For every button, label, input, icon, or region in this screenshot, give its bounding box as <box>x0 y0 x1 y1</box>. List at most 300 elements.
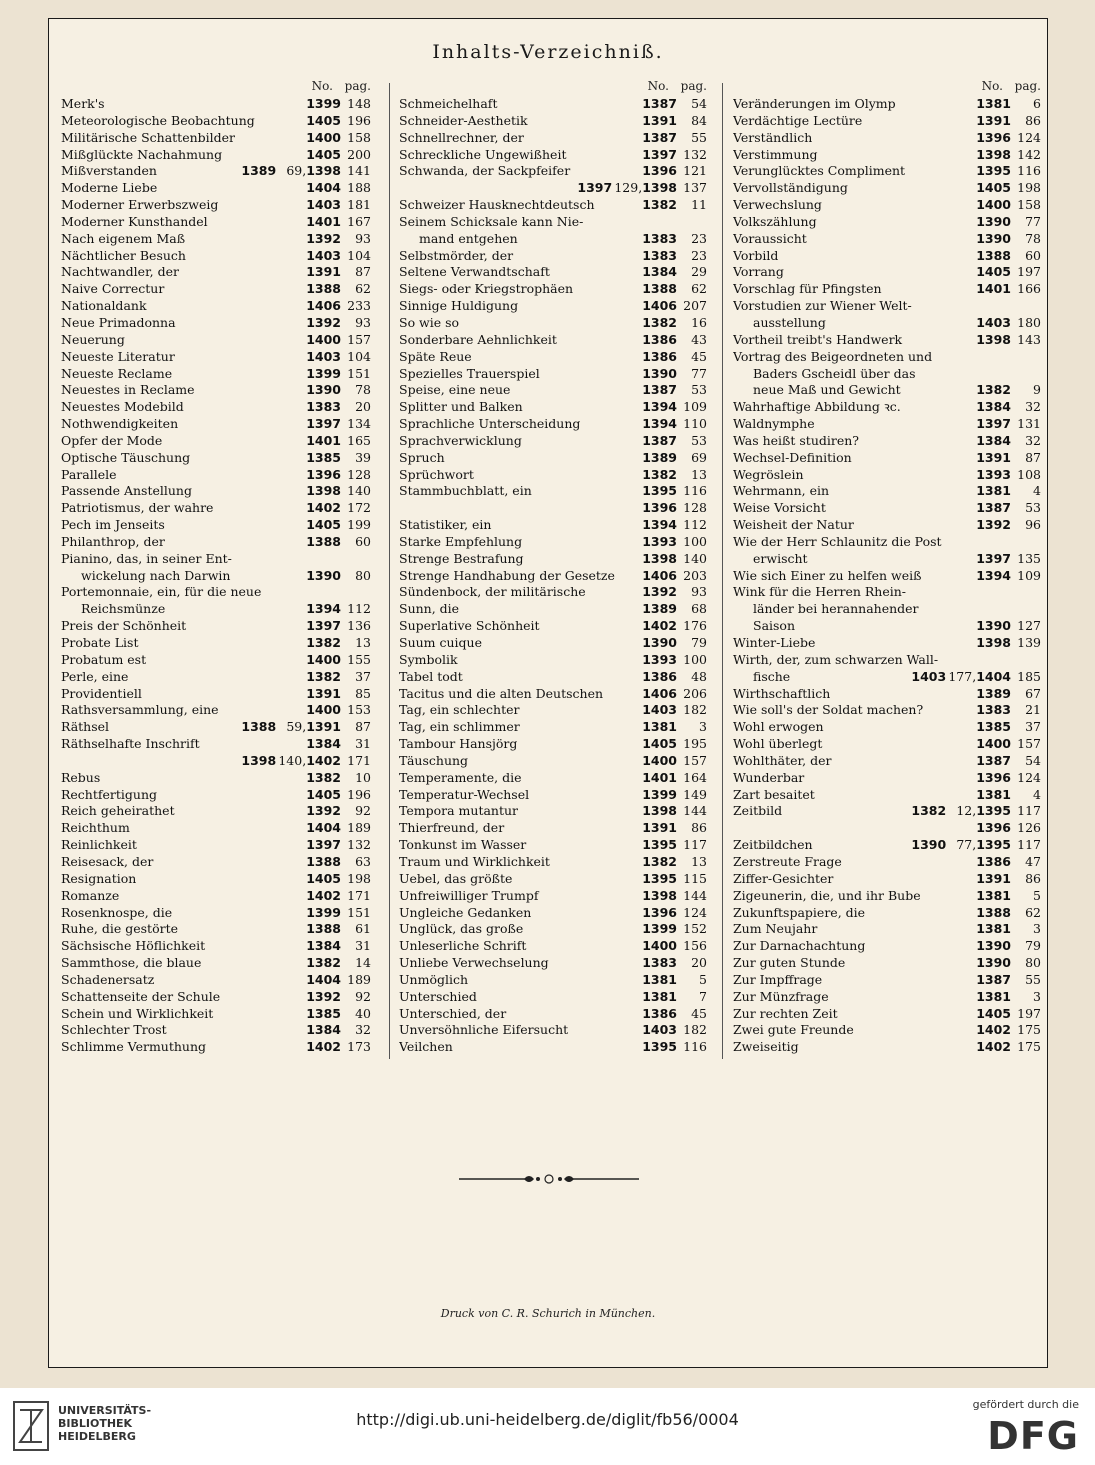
index-entry <box>733 820 1041 837</box>
entry-title: Philanthrop, der <box>61 533 165 549</box>
entry-reference <box>972 180 1041 197</box>
entry-title: Wie soll's der Soldat machen? <box>733 702 924 718</box>
index-entry <box>399 686 707 703</box>
index-entry <box>399 719 707 736</box>
index-entry <box>733 871 1041 888</box>
entry-reference <box>972 483 1041 500</box>
entry-reference <box>638 972 707 989</box>
page-number: 48 <box>691 668 707 684</box>
index-entry <box>399 248 707 265</box>
page-number: 79 <box>1025 938 1041 954</box>
issue-number: 1388 <box>976 904 1011 920</box>
issue-number: 1390 <box>642 635 677 650</box>
entry-title: Schwanda, der Sackpfeifer <box>399 163 571 179</box>
entry-reference <box>638 416 707 433</box>
entry-title: Vortheil treibt's Handwerk <box>733 331 903 347</box>
entry-title: Wegröslein <box>733 466 804 482</box>
entry-title: Parallele <box>61 466 117 482</box>
issue-number: 1388 <box>306 921 341 937</box>
entry-title: Saison <box>753 618 796 634</box>
page-number: 14 <box>355 955 371 971</box>
page-number: 153 <box>347 702 371 718</box>
issue-number: 1395 <box>642 870 677 886</box>
page-number: 53 <box>691 382 707 398</box>
entry-reference <box>972 517 1041 534</box>
index-entry <box>733 399 1041 416</box>
index-entry <box>733 921 1041 938</box>
page-number: 31 <box>355 736 371 752</box>
issue-number: 1390 <box>306 382 341 398</box>
issue-number: 1391 <box>306 719 341 735</box>
entry-reference <box>302 467 371 484</box>
issue-number: 1406 <box>306 298 341 314</box>
entry-title: Moderner Kunsthandel <box>61 213 208 229</box>
entry-title: Was heißt studiren? <box>733 432 860 448</box>
index-column-2 <box>399 79 707 1056</box>
page-title: Inhalts-Verzeichniß. <box>432 41 664 63</box>
page-number: 67 <box>1025 685 1041 701</box>
entry-reference <box>972 618 1041 635</box>
index-entry <box>733 534 1041 551</box>
page-number: 132 <box>347 837 371 853</box>
entry-reference <box>972 736 1041 753</box>
issue-number: 1382 <box>306 769 341 785</box>
issue-number: 1401 <box>306 432 341 448</box>
index-entry <box>61 955 371 972</box>
issue-number: 1388 <box>976 247 1011 263</box>
entry-reference <box>638 1022 707 1039</box>
issue-number: 1386 <box>976 853 1011 869</box>
entry-title: Strenge Bestrafung <box>399 550 524 566</box>
index-entry <box>61 1039 371 1056</box>
entry-reference <box>972 635 1041 652</box>
entry-title: Romanze <box>61 887 120 903</box>
index-entry <box>733 281 1041 298</box>
entry-title: Täuschung <box>399 752 469 768</box>
entry-title: Sunn, die <box>399 601 460 617</box>
entry-reference <box>972 248 1041 265</box>
entry-title: Providentiell <box>61 685 142 701</box>
index-entry <box>61 315 371 332</box>
index-entry <box>399 366 707 383</box>
entry-title: Patriotismus, der wahre <box>61 500 214 516</box>
index-entry <box>733 382 1041 399</box>
entry-title: Wirth, der, zum schwarzen Wall- <box>733 651 939 667</box>
issue-number: 1405 <box>306 146 341 162</box>
issue-number: 1395 <box>642 483 677 499</box>
index-entry <box>399 820 707 837</box>
page-number: 86 <box>1025 112 1041 128</box>
entry-reference <box>302 130 371 147</box>
issue-number: 1398 <box>976 331 1011 347</box>
entry-title: mand entgehen <box>419 230 518 246</box>
page-number: 47 <box>1025 853 1041 869</box>
entry-title: Räthsel <box>61 719 110 735</box>
entry-title: Wehrmann, ein <box>733 483 830 499</box>
page-number: 11 <box>691 197 707 213</box>
issue-number: 1391 <box>976 112 1011 128</box>
page-number: 80 <box>1025 955 1041 971</box>
entry-reference <box>907 837 1041 854</box>
index-entry <box>61 96 371 113</box>
issue-number: 1385 <box>976 719 1011 735</box>
issue-number: 1394 <box>306 601 341 617</box>
page-number: 92 <box>355 803 371 819</box>
page-number: 165 <box>347 432 371 448</box>
entry-reference <box>972 787 1041 804</box>
page-number: 131 <box>1017 416 1041 432</box>
entry-reference <box>638 1039 707 1056</box>
page-number: 175 <box>1017 1022 1041 1038</box>
issue-number: 1399 <box>306 365 341 381</box>
index-entry <box>399 315 707 332</box>
source-url[interactable]: http://digi.ub.uni-heidelberg.de/diglit/fb56/0004 <box>356 1410 739 1429</box>
issue-number: 1390 <box>911 837 947 853</box>
index-entry <box>61 787 371 804</box>
entry-reference <box>638 787 707 804</box>
issue-number: 1396 <box>976 820 1011 836</box>
index-entry <box>61 568 371 585</box>
page-number: 20 <box>691 955 707 971</box>
issue-number: 1400 <box>306 651 341 667</box>
entry-title: Wohl erwogen <box>733 719 824 735</box>
issue-number: 1406 <box>642 567 677 583</box>
index-entry <box>733 837 1041 854</box>
issue-number: 1390 <box>976 213 1011 229</box>
index-entry <box>399 130 707 147</box>
index-entry <box>399 787 707 804</box>
index-entry <box>733 197 1041 214</box>
index-entry <box>733 753 1041 770</box>
issue-number: 1398 <box>976 146 1011 162</box>
entry-title: Pech im Jenseits <box>61 517 165 533</box>
header-pag: pag. <box>344 79 371 93</box>
entry-reference <box>302 96 371 113</box>
index-entry <box>399 517 707 534</box>
entry-title: Merk's <box>61 96 105 111</box>
entry-reference <box>237 753 371 770</box>
index-entry <box>733 214 1041 231</box>
index-entry <box>61 652 371 669</box>
entry-title: Seltene Verwandtschaft <box>399 264 550 280</box>
issue-number: 1388 <box>241 719 277 735</box>
issue-number: 1383 <box>642 955 677 971</box>
index-entry <box>399 450 707 467</box>
index-entry <box>61 1022 371 1039</box>
page-number: 86 <box>1025 870 1041 886</box>
entry-reference <box>972 96 1041 113</box>
page-number: 177, <box>948 668 977 684</box>
issue-number: 1381 <box>642 719 677 735</box>
index-entry <box>733 803 1041 820</box>
issue-number: 1390 <box>976 618 1011 634</box>
page-number: 55 <box>691 129 707 145</box>
entry-title: Vorrang <box>733 264 784 280</box>
entry-title: Zerstreute Frage <box>733 853 842 869</box>
index-entry <box>61 803 371 820</box>
entry-title: erwischt <box>753 550 808 566</box>
entry-title: Tempora mutantur <box>399 803 519 819</box>
index-entry <box>61 601 371 618</box>
entry-reference <box>972 130 1041 147</box>
header-no: No. <box>311 79 333 93</box>
entry-title: Wirthschaftlich <box>733 685 831 701</box>
library-line-1: UNIVERSITÄTS- <box>58 1404 152 1417</box>
page-number: 100 <box>683 533 707 549</box>
entry-title: Schreckliche Ungewißheit <box>399 146 567 162</box>
index-entry <box>61 197 371 214</box>
index-entry <box>733 787 1041 804</box>
entry-title: Veilchen <box>399 1039 453 1055</box>
entry-title: Splitter und Balken <box>399 399 523 415</box>
entry-reference <box>972 264 1041 281</box>
page-number: 157 <box>347 331 371 347</box>
issue-number: 1392 <box>642 584 677 600</box>
entry-title: Sprachliche Unterscheidung <box>399 416 581 432</box>
index-entry <box>61 905 371 922</box>
index-entry <box>399 921 707 938</box>
entry-title: Opfer der Mode <box>61 432 163 448</box>
page-number: 139 <box>1017 635 1041 650</box>
entry-title: Sinnige Huldigung <box>399 298 519 314</box>
issue-number: 1396 <box>306 466 341 482</box>
issue-number: 1388 <box>306 533 341 549</box>
index-entry <box>733 416 1041 433</box>
issue-number: 1402 <box>976 1022 1011 1038</box>
page-number: 16 <box>691 314 707 330</box>
page-number: 124 <box>683 904 707 920</box>
issue-number: 1382 <box>642 853 677 869</box>
issue-number: 1394 <box>976 567 1011 583</box>
page-number: 23 <box>691 230 707 246</box>
page-number: 109 <box>683 399 707 415</box>
page-number: 140, <box>278 752 307 768</box>
issue-number: 1391 <box>306 264 341 280</box>
issue-number: 1382 <box>911 803 947 819</box>
entry-title: Unmöglich <box>399 971 469 987</box>
issue-number: 1383 <box>306 399 341 415</box>
entry-reference <box>638 955 707 972</box>
issue-number: 1381 <box>976 786 1011 802</box>
entry-title: Verwechslung <box>733 197 822 213</box>
issue-number: 1388 <box>642 281 677 297</box>
entry-title: Tabel todt <box>399 668 463 684</box>
entry-reference <box>972 989 1041 1006</box>
index-entry <box>733 332 1041 349</box>
entry-title: Mißglückte Nachahmung <box>61 146 223 162</box>
entry-title: Zeitbildchen <box>733 837 813 853</box>
page-number: 233 <box>347 298 371 314</box>
page-number: 117 <box>1017 803 1041 819</box>
entry-reference <box>302 180 371 197</box>
entry-reference <box>638 938 707 955</box>
entry-title: Probate List <box>61 635 139 650</box>
page-number: 149 <box>683 786 707 802</box>
entry-reference <box>972 399 1041 416</box>
index-entry <box>733 483 1041 500</box>
entry-title: Neueste Reclame <box>61 365 173 381</box>
page-number: 3 <box>699 719 707 735</box>
entry-title: Neue Primadonna <box>61 314 176 330</box>
index-entry <box>733 635 1041 652</box>
entry-reference <box>638 871 707 888</box>
page-number: 20 <box>355 399 371 415</box>
page-number: 156 <box>683 938 707 954</box>
issue-number: 1385 <box>306 449 341 465</box>
entry-reference <box>638 770 707 787</box>
issue-number: 1398 <box>241 752 277 768</box>
entry-title: Rathsversammlung, eine <box>61 702 219 718</box>
entry-title: Schattenseite der Schule <box>61 988 221 1004</box>
index-entry <box>733 618 1041 635</box>
issue-number: 1391 <box>642 112 677 128</box>
entry-title: Waldnymphe <box>733 416 815 432</box>
page-number: 173 <box>347 1039 371 1055</box>
issue-number: 1388 <box>306 853 341 869</box>
entry-reference <box>638 618 707 635</box>
page-number: 53 <box>691 432 707 448</box>
issue-number: 1392 <box>306 988 341 1004</box>
index-entry <box>399 1039 707 1056</box>
issue-number: 1389 <box>976 685 1011 701</box>
page-number: 4 <box>1033 786 1041 802</box>
entry-reference <box>638 905 707 922</box>
entry-title: Siegs- oder Kriegstrophäen <box>399 281 574 297</box>
entry-title: Unterschied <box>399 988 477 1004</box>
entry-title: Wie der Herr Schlaunitz die Post <box>733 533 942 549</box>
page-number: 63 <box>355 853 371 869</box>
entry-reference <box>638 130 707 147</box>
page-number: 140 <box>683 550 707 566</box>
entry-reference <box>972 719 1041 736</box>
entry-title: Resignation <box>61 870 137 886</box>
entry-reference <box>638 669 707 686</box>
index-entry <box>733 568 1041 585</box>
index-entry <box>61 736 371 753</box>
index-entry <box>399 770 707 787</box>
index-entry <box>61 298 371 315</box>
entry-title: neue Maß und Gewicht <box>753 382 901 398</box>
entry-title: Schlimme Vermuthung <box>61 1039 207 1055</box>
page-number: 92 <box>355 988 371 1004</box>
entry-title: wickelung nach Darwin <box>81 567 231 583</box>
entry-title: Strenge Handhabung der Gesetze <box>399 567 615 583</box>
page-number: 77 <box>691 365 707 381</box>
entry-reference <box>302 433 371 450</box>
page-number: 69, <box>286 163 307 179</box>
index-entry <box>61 972 371 989</box>
index-entry <box>61 551 371 568</box>
issue-number: 1386 <box>642 668 677 684</box>
issue-number: 1394 <box>642 399 677 415</box>
entry-reference <box>302 787 371 804</box>
index-entry <box>399 702 707 719</box>
page-number: 144 <box>683 887 707 903</box>
entry-title: Rosenknospe, die <box>61 904 173 920</box>
issue-number: 1406 <box>642 685 677 701</box>
index-entry <box>399 955 707 972</box>
entry-title: Sächsische Höflichkeit <box>61 938 206 954</box>
page-number: 112 <box>683 517 707 533</box>
entry-title: Wie sich Einer zu helfen weiß <box>733 567 922 583</box>
issue-number: 1400 <box>976 736 1011 752</box>
entry-title: fische <box>753 668 791 684</box>
entry-title: Meteorologische Beobachtung <box>61 112 255 128</box>
issue-number: 1405 <box>642 736 677 752</box>
entry-reference <box>972 433 1041 450</box>
issue-number: 1385 <box>306 1005 341 1021</box>
entry-title: Seinem Schicksale kann Nie- <box>399 213 584 229</box>
index-entry <box>733 652 1041 669</box>
entry-reference <box>638 534 707 551</box>
entry-reference <box>302 534 371 551</box>
entry-reference <box>638 382 707 399</box>
page-number: 188 <box>347 180 371 196</box>
page-number: 128 <box>347 466 371 482</box>
index-entry <box>61 837 371 854</box>
index-entry <box>61 702 371 719</box>
entry-reference <box>638 803 707 820</box>
issue-number: 1384 <box>642 264 677 280</box>
entry-reference <box>302 989 371 1006</box>
index-entry <box>61 366 371 383</box>
issue-number: 1387 <box>642 432 677 448</box>
issue-number: 1395 <box>976 837 1011 853</box>
entry-reference <box>573 180 707 197</box>
index-column-3 <box>733 79 1041 1056</box>
entry-reference <box>302 483 371 500</box>
page-number: 182 <box>683 1022 707 1038</box>
entry-reference <box>972 450 1041 467</box>
entry-reference <box>972 147 1041 164</box>
entry-title: Reichsmünze <box>81 601 166 617</box>
entry-reference <box>972 197 1041 214</box>
entry-reference <box>972 551 1041 568</box>
issue-number: 1382 <box>642 197 677 213</box>
entry-title: Ruhe, die gestörte <box>61 921 178 937</box>
entry-reference <box>638 315 707 332</box>
page-number: 206 <box>683 685 707 701</box>
page-number: 198 <box>1017 180 1041 196</box>
entry-reference <box>302 500 371 517</box>
entry-title: Thierfreund, der <box>399 820 505 836</box>
page-number: 152 <box>683 921 707 937</box>
issue-number: 1400 <box>306 331 341 347</box>
issue-number: 1395 <box>642 837 677 853</box>
entry-reference <box>972 972 1041 989</box>
entry-reference <box>302 837 371 854</box>
index-entry <box>733 450 1041 467</box>
entry-title: Volkszählung <box>733 213 817 229</box>
entry-title: Reinlichkeit <box>61 837 137 853</box>
index-entry <box>61 147 371 164</box>
entry-title: Selbstmörder, der <box>399 247 514 263</box>
page-number: 85 <box>355 685 371 701</box>
page-number: 5 <box>699 971 707 987</box>
page-number: 116 <box>683 1039 707 1055</box>
entry-reference <box>972 1039 1041 1056</box>
index-entry <box>733 938 1041 955</box>
entry-title: Superlative Schönheit <box>399 618 540 634</box>
entry-reference <box>237 719 371 736</box>
index-entry <box>399 1006 707 1023</box>
entry-reference <box>972 281 1041 298</box>
entry-reference <box>638 753 707 770</box>
index-entry <box>399 584 707 601</box>
index-entry <box>399 803 707 820</box>
issue-number: 1400 <box>642 752 677 768</box>
entry-reference <box>638 921 707 938</box>
